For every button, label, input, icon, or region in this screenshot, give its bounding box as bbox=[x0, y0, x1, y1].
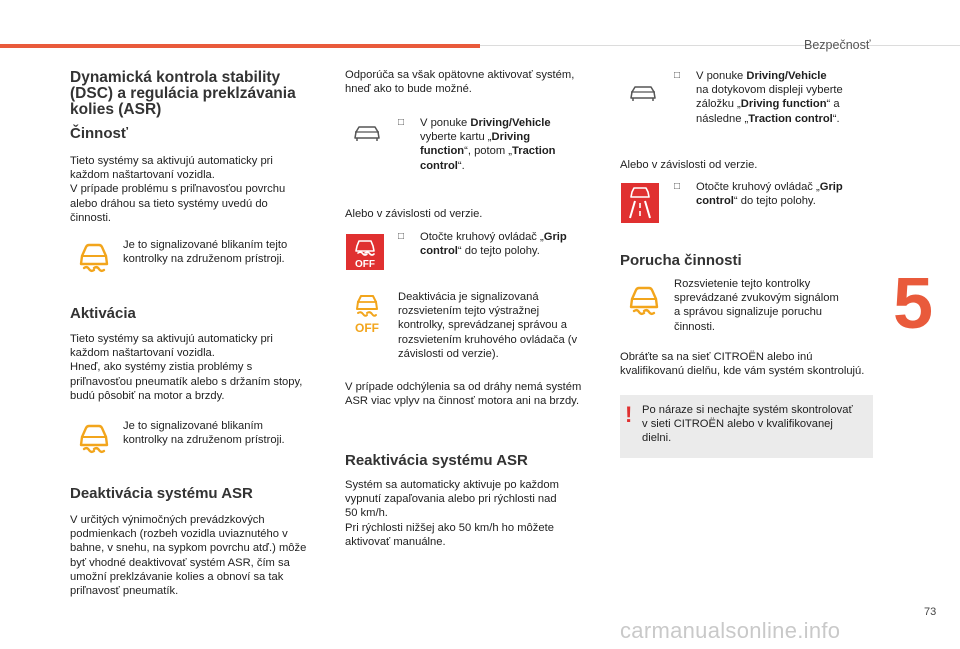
grip-control-road-icon bbox=[621, 183, 659, 223]
instruction-menu-step: □ V ponuke Driving/Vehicle vyberte kartu „Driving function“, potom „Traction control“. bbox=[398, 116, 620, 173]
esp-warning-icon bbox=[76, 242, 112, 276]
esp-warning-icon bbox=[626, 285, 662, 319]
watermark: carmanualsonline.info bbox=[620, 618, 841, 643]
header-divider bbox=[480, 45, 960, 46]
page-title: Dynamická kontrola stability (DSC) a regulácia preklzávania kolies (ASR) bbox=[70, 69, 296, 118]
heading-porucha: Porucha činnosti bbox=[620, 252, 742, 269]
esp-off-warning-icon bbox=[350, 291, 384, 335]
chapter-number: 5 bbox=[893, 264, 934, 344]
heading-aktivacia: Aktivácia bbox=[70, 305, 136, 322]
or-version-text: Alebo v závislosti od verzie. bbox=[620, 159, 758, 171]
exclamation-icon: ! bbox=[625, 402, 633, 427]
or-version-text: Alebo v závislosti od verzie. bbox=[345, 208, 483, 220]
cinnost-icon-text: Je to signalizované blikaním tejto kontrolky na združenom prístroji. bbox=[123, 239, 288, 266]
grip-control-off-icon bbox=[346, 234, 384, 270]
car-icon bbox=[352, 124, 382, 142]
cinnost-text: Tieto systémy sa aktivujú automaticky pri každom naštartovaní vozidla. V prípade problému s priľnavosťou povrchu alebo dráhou sa tieto systémy uvedú do činnosti. bbox=[70, 155, 286, 224]
warning-text: Po náraze si nechajte systém skontrolovať v sieti CITROËN alebo v kvalifikovanej dielni. bbox=[642, 404, 853, 445]
heading-cinnost: Činnosť bbox=[70, 125, 129, 142]
malfunction-icon-text: Rozsvietenie tejto kontrolky sprevádzané zvukovým signálom a správou signalizuje poruchu činnosti. bbox=[674, 278, 839, 333]
deaktivacia-text: V určitých výnimočných prevádzkových podmienkach (rozbeh vozidla uviaznutého v bahne, v snehu, na sypkom povrchu atď.) môže byť vhodné deaktivovať systém ASR, čím sa umožní preklzávanie kolies a obnoví sa tak priľnavosť pneumatík. bbox=[70, 514, 307, 598]
service-text: Obráťte sa na sieť CITROËN alebo inú kvalifikovanú dielňu, kde vám systém skontrolujú. bbox=[620, 351, 865, 378]
instruction-touchscreen-step: □ V ponuke Driving/Vehicle na dotykovom displeji vyberte záložku „Driving function“ a následne „Traction control“. bbox=[674, 69, 896, 126]
svg-text:OFF: OFF bbox=[355, 259, 375, 270]
deviation-text: V prípade odchýlenia sa od dráhy nemá systém ASR viac vplyv na činnosť motora ani na brzdy. bbox=[345, 381, 582, 408]
svg-text:OFF: OFF bbox=[355, 321, 379, 335]
car-icon bbox=[628, 84, 658, 102]
aktivacia-text: Tieto systémy sa aktivujú automaticky pri každom naštartovaní vozidla. Hneď, ako systémy zistia problémy s priľnavosťou pneumatík alebo s držaním stopy, budú pôsobiť na motor a brzdy. bbox=[70, 333, 303, 402]
instruction-grip-control: □ Otočte kruhový ovládač „Grip control“ do tejto polohy. bbox=[674, 180, 896, 208]
aktivacia-icon-text: Je to signalizované blikaním kontrolky na združenom prístroji. bbox=[123, 420, 285, 447]
esp-warning-icon bbox=[76, 423, 112, 457]
reactivate-intro: Odporúča sa však opätovne aktivovať systém, hneď ako to bude možné. bbox=[345, 69, 575, 96]
instruction-grip-control: □ Otočte kruhový ovládač „Grip control“ do tejto polohy. bbox=[398, 230, 620, 258]
page-number: 73 bbox=[924, 606, 937, 618]
reaktivacia-text: Systém sa automaticky aktivuje po každom vypnutí zapaľovania alebo pri rýchlosti nad 50 km/h. Pri rýchlosti nižšej ako 50 km/h ho môžete aktivovať manuálne. bbox=[345, 479, 559, 548]
heading-deaktivacia: Deaktivácia systému ASR bbox=[70, 485, 253, 502]
header-accent-bar bbox=[0, 44, 480, 48]
heading-reaktivacia: Reaktivácia systému ASR bbox=[345, 452, 528, 469]
deactivation-signal-text: Deaktivácia je signalizovaná rozsvietením tejto výstražnej kontrolky, sprevádzanej správou a rozsvietením kruhového ovládača (v závislosti od verzie). bbox=[398, 291, 578, 360]
section-title: Bezpečnosť bbox=[804, 38, 871, 52]
